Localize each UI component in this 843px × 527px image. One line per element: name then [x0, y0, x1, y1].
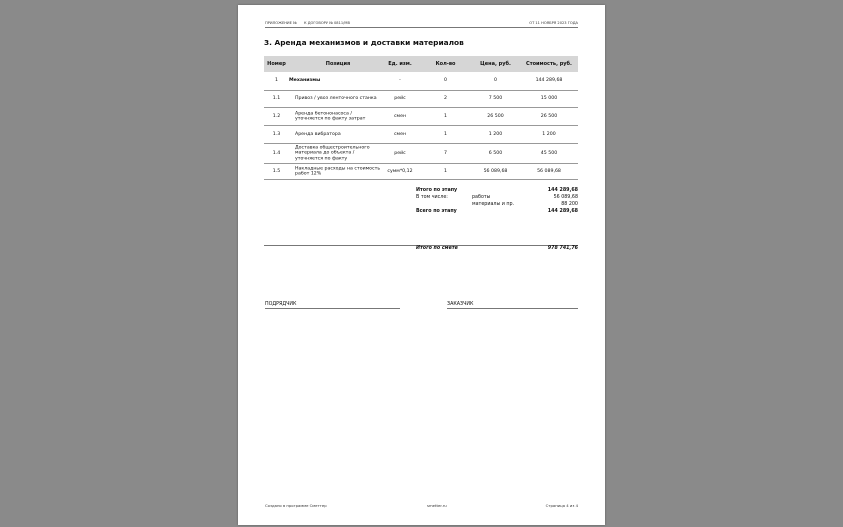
customer-signature	[447, 302, 473, 307]
including-label: В том числе:	[416, 195, 448, 200]
column-header: Кол-во	[435, 61, 456, 67]
row-cost: 45 500	[540, 150, 558, 156]
site-link[interactable]: smetter.ru	[427, 503, 447, 508]
contractor-signature	[265, 302, 296, 307]
signature-line	[265, 308, 400, 309]
stage-all-label: Всего по этапу	[416, 209, 457, 214]
row-qty: 2	[444, 96, 447, 102]
section-title: 3. Аренда механизмов и доставки материалов	[264, 38, 464, 47]
row-position: Привоз / увоз ленточного станка	[295, 96, 377, 102]
column-header: Стоимость, руб.	[526, 61, 572, 67]
estimate-total-label: Итого по смете	[416, 246, 458, 251]
works-value: 56 089,68	[553, 195, 578, 200]
row-unit: -	[399, 78, 401, 84]
page-number: Страница 4 из 4	[545, 503, 578, 508]
row-price: 7 500	[488, 96, 503, 102]
row-qty: 1	[444, 168, 447, 174]
header-divider	[265, 27, 578, 28]
document-page	[238, 5, 605, 525]
table-row	[264, 126, 578, 144]
column-header: Номер	[267, 61, 286, 67]
row-position: Доставка общестроительного материала до объекта / уточняется по факту	[295, 144, 370, 162]
row-number: 1.1	[272, 96, 281, 102]
row-qty: 1	[444, 131, 447, 137]
row-cost: 26 500	[540, 113, 558, 119]
row-cost: 144 289,68	[535, 78, 563, 84]
row-number: 1.4	[272, 150, 281, 156]
row-unit: смен	[393, 113, 407, 119]
row-position: Механизмы	[289, 78, 321, 84]
row-price: 26 500	[487, 113, 504, 119]
table-header	[264, 56, 578, 72]
row-position: Аренда вибратора	[295, 131, 341, 137]
stage-total-label: Итого по этапу	[416, 188, 458, 193]
stage-all-value: 144 289,68	[547, 209, 578, 214]
row-cost: 15 000	[540, 96, 558, 102]
table-row	[264, 91, 578, 108]
table-row	[264, 72, 578, 91]
contractor-label: ПОДРЯДЧИК	[265, 302, 297, 307]
table-row	[264, 108, 578, 126]
row-number: 1.2	[272, 113, 281, 119]
row-cost: 1 200	[542, 131, 556, 137]
row-price: 1 200	[488, 131, 503, 137]
customer-label: ЗАКАЗЧИК	[447, 302, 474, 307]
materials-label: материалы и пр.	[472, 202, 515, 207]
signature-line	[447, 308, 578, 309]
table-row	[264, 164, 578, 180]
stage-total-value: 144 289,68	[547, 188, 578, 193]
appendix-label: ПРИЛОЖЕНИЕ №	[265, 21, 297, 25]
row-unit: смен	[393, 131, 407, 137]
row-position: Накладные расходы на стоимость работ 12%	[295, 165, 381, 177]
row-number: 1.3	[272, 131, 281, 137]
contract-date: ОТ 11 НОЯБРЯ 2023 ГОДА	[529, 21, 578, 25]
row-qty: 0	[444, 78, 447, 84]
column-header: Цена, руб.	[480, 61, 511, 67]
row-number: 1.5	[272, 168, 281, 174]
column-header: Ед. изм.	[388, 61, 412, 67]
materials-value: 88 200	[561, 202, 578, 207]
row-cost: 56 089,68	[537, 168, 561, 174]
row-unit: рейс	[394, 150, 406, 156]
row-number: 1	[275, 78, 278, 84]
works-label: работы	[472, 195, 491, 200]
row-unit: рейс	[394, 96, 406, 102]
table-row	[264, 144, 578, 164]
created-by: Создано в программе Сметтер	[265, 503, 327, 508]
estimate-total-value: 978 741,76	[547, 246, 578, 251]
row-price: 56 089,68	[483, 168, 508, 174]
row-qty: 7	[444, 150, 447, 156]
column-header: Позиция	[325, 61, 351, 67]
row-position: Аренда бетононасоса / уточняется по факту затрат	[295, 110, 366, 122]
row-unit: сумм*0,12	[387, 168, 413, 174]
estimate-table	[264, 56, 578, 180]
contract-label: К ДОГОВОРУ № 0811/МВ	[304, 21, 350, 25]
row-price: 0	[494, 78, 497, 84]
row-price: 6 500	[488, 150, 503, 156]
row-qty: 1	[444, 113, 447, 119]
